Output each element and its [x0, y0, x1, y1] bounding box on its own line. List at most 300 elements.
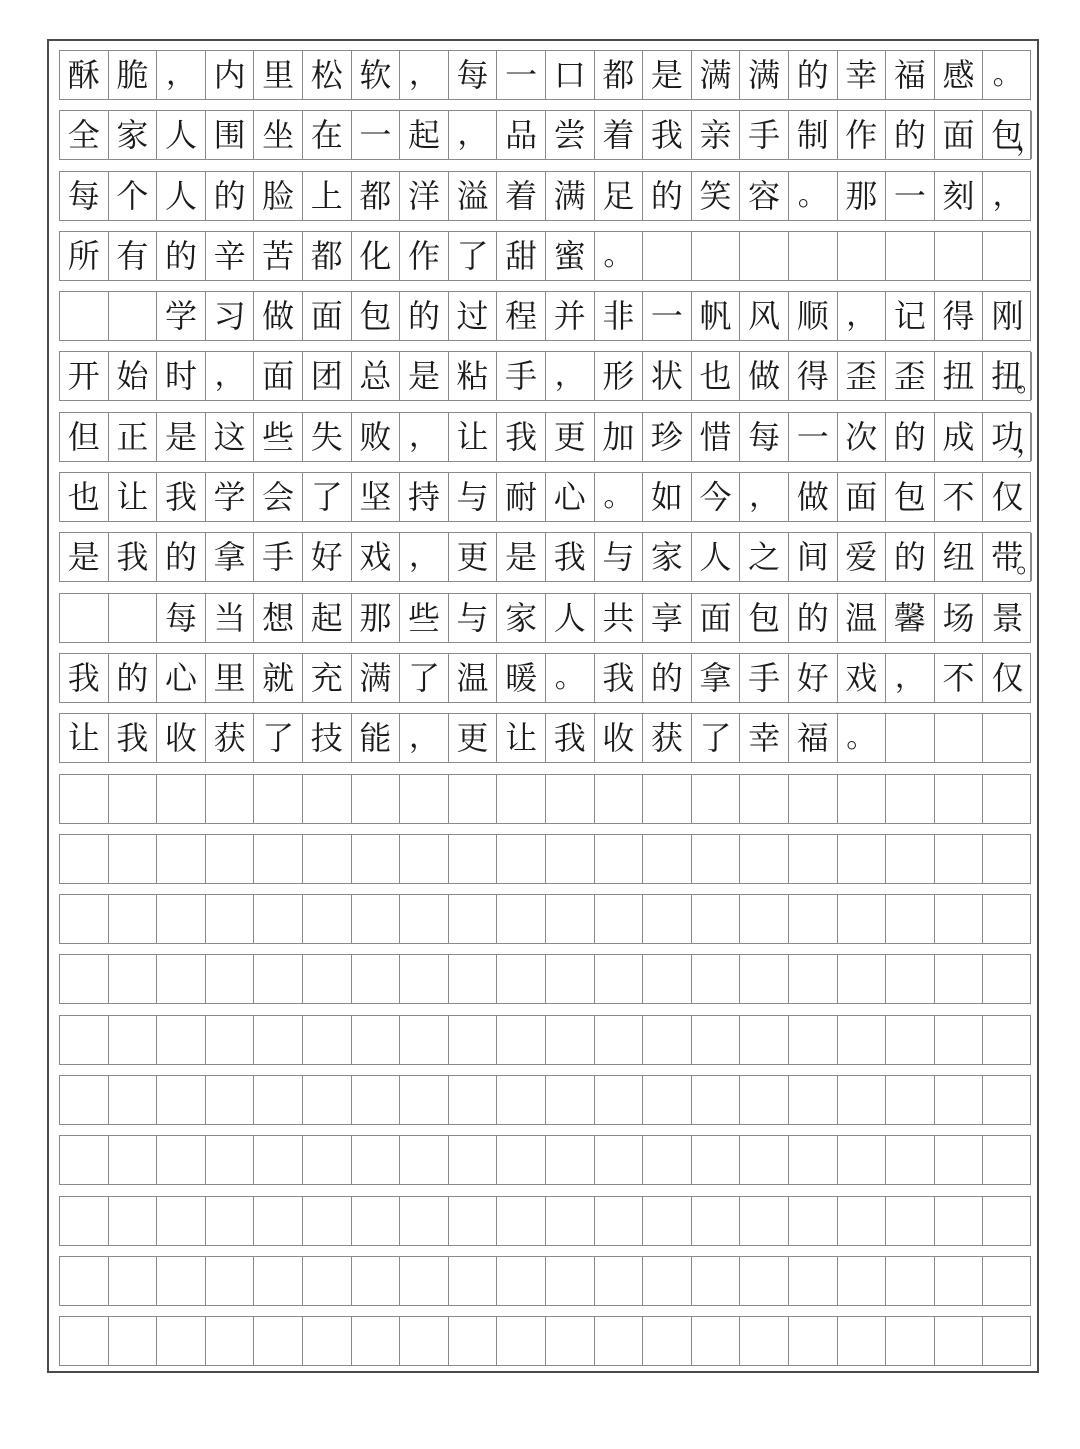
grid-cell: 戏 — [352, 533, 401, 581]
grid-cell — [643, 955, 692, 1003]
grid-cell: 我 — [643, 111, 692, 159]
grid-cell: 馨 — [886, 594, 935, 642]
grid-cell: 了 — [254, 714, 303, 762]
grid-cell — [935, 775, 984, 823]
grid-cell: ， — [157, 51, 206, 99]
grid-cell: 好 — [789, 654, 838, 702]
grid-cell — [157, 835, 206, 883]
grid-cell — [206, 955, 255, 1003]
grid-cell: 这 — [206, 413, 255, 461]
grid-cell — [789, 895, 838, 943]
grid-cell — [643, 1076, 692, 1124]
grid-row — [59, 1075, 1031, 1125]
grid-cell — [886, 1257, 935, 1305]
grid-cell: 当 — [206, 594, 255, 642]
grid-cell: 不 — [935, 654, 984, 702]
grid-cell — [254, 895, 303, 943]
grid-cell: 幸 — [838, 51, 887, 99]
grid-cell — [740, 1197, 789, 1245]
grid-cell: 心 — [157, 654, 206, 702]
grid-cell — [157, 955, 206, 1003]
grid-cell — [157, 775, 206, 823]
grid-cell — [546, 1016, 595, 1064]
grid-cell: 全 — [60, 111, 109, 159]
grid-row — [59, 1196, 1031, 1246]
grid-row — [59, 1015, 1031, 1065]
grid-cell: 面 — [303, 292, 352, 340]
grid-cell: 满 — [352, 654, 401, 702]
grid-cell — [595, 775, 644, 823]
grid-cell — [303, 1257, 352, 1305]
grid-cell — [595, 1197, 644, 1245]
grid-cell — [643, 1257, 692, 1305]
grid-cell — [60, 292, 109, 340]
grid-cell: 幸 — [740, 714, 789, 762]
grid-cell: 也 — [60, 473, 109, 521]
grid-cell — [740, 232, 789, 280]
grid-cell — [838, 232, 887, 280]
grid-cell — [206, 1016, 255, 1064]
grid-cell: 都 — [303, 232, 352, 280]
grid-cell: 是 — [400, 352, 449, 400]
grid-cell — [254, 1317, 303, 1365]
grid-cell — [109, 955, 158, 1003]
grid-cell: 家 — [109, 111, 158, 159]
grid-cell: 仅 — [991, 658, 1024, 697]
grid-cell: 爱 — [838, 533, 887, 581]
grid-cell: 成 — [935, 413, 984, 461]
grid-cell: 是 — [643, 51, 692, 99]
grid-cell — [983, 232, 1032, 280]
grid-cell — [546, 955, 595, 1003]
grid-cell — [935, 1257, 984, 1305]
grid-cell — [740, 1257, 789, 1305]
grid-cell: 手 — [740, 111, 789, 159]
grid-cell — [60, 955, 109, 1003]
grid-cell — [643, 1016, 692, 1064]
grid-cell: 非 — [595, 292, 644, 340]
grid-cell: 口 — [546, 51, 595, 99]
grid-cell — [206, 1197, 255, 1245]
grid-cell: 形 — [595, 352, 644, 400]
grid-cell — [352, 1076, 401, 1124]
grid-cell — [497, 1016, 546, 1064]
grid-cell — [109, 1197, 158, 1245]
grid-cell: 手 — [497, 352, 546, 400]
grid-cell — [935, 1136, 984, 1184]
grid-cell — [983, 1136, 1032, 1184]
grid-cell — [692, 1317, 741, 1365]
grid-cell: ， — [400, 533, 449, 581]
grid-cell: 面 — [838, 473, 887, 521]
grid-cell — [206, 1257, 255, 1305]
grid-cell — [109, 895, 158, 943]
grid-cell: 洋 — [400, 172, 449, 220]
grid-cell — [206, 1317, 255, 1365]
grid-cell — [886, 232, 935, 280]
grid-row — [59, 1316, 1031, 1366]
grid-cell: 家 — [643, 533, 692, 581]
grid-cell: 粘 — [449, 352, 498, 400]
grid-cell: 失 — [303, 413, 352, 461]
grid-cell — [692, 1076, 741, 1124]
grid-cell — [643, 775, 692, 823]
grid-cell — [983, 955, 1032, 1003]
grid-cell: 充 — [303, 654, 352, 702]
character-grid — [59, 50, 1044, 1377]
grid-cell: 我 — [157, 473, 206, 521]
grid-cell: ， — [400, 413, 449, 461]
grid-cell: 程 — [497, 292, 546, 340]
grid-cell — [60, 1197, 109, 1245]
grid-cell: 我 — [109, 714, 158, 762]
grid-cell: 与 — [449, 594, 498, 642]
grid-cell — [352, 895, 401, 943]
grid-cell: 做 — [254, 292, 303, 340]
grid-cell — [400, 1197, 449, 1245]
grid-cell — [886, 835, 935, 883]
grid-cell — [643, 1136, 692, 1184]
grid-cell: 些 — [254, 413, 303, 461]
grid-cell: 做 — [740, 352, 789, 400]
grid-cell — [497, 1197, 546, 1245]
grid-cell: 些 — [400, 594, 449, 642]
grid-cell — [789, 1257, 838, 1305]
grid-cell — [886, 1076, 935, 1124]
grid-cell — [935, 1076, 984, 1124]
grid-cell: 苦 — [254, 232, 303, 280]
grid-cell: 的 — [886, 413, 935, 461]
grid-cell: 足 — [595, 172, 644, 220]
grid-cell — [400, 1317, 449, 1365]
grid-cell — [595, 1136, 644, 1184]
grid-cell: 包 — [983, 111, 1032, 159]
grid-cell — [400, 835, 449, 883]
grid-cell — [303, 955, 352, 1003]
grid-cell: 的 — [643, 654, 692, 702]
grid-cell: 感 — [935, 51, 984, 99]
grid-cell: 了 — [449, 232, 498, 280]
grid-cell: 温 — [838, 594, 887, 642]
grid-cell: 团 — [303, 352, 352, 400]
grid-cell: 败 — [352, 413, 401, 461]
grid-cell: 包 — [740, 594, 789, 642]
grid-cell — [935, 232, 984, 280]
grid-cell — [643, 1317, 692, 1365]
grid-cell: 收 — [157, 714, 206, 762]
grid-cell: 内 — [206, 51, 255, 99]
grid-cell — [449, 1136, 498, 1184]
grid-cell — [740, 1076, 789, 1124]
grid-cell: 纽 — [935, 533, 984, 581]
margin-punctuation: ， — [1015, 124, 1044, 158]
grid-cell: 也 — [692, 352, 741, 400]
grid-cell: 时 — [157, 352, 206, 400]
grid-row — [59, 894, 1031, 944]
grid-cell: ， — [992, 177, 1023, 213]
grid-cell: 珍 — [643, 413, 692, 461]
grid-cell — [254, 955, 303, 1003]
grid-cell: 我 — [595, 654, 644, 702]
grid-cell — [254, 1076, 303, 1124]
grid-cell — [983, 1076, 1032, 1124]
grid-cell — [352, 1016, 401, 1064]
grid-cell — [497, 1257, 546, 1305]
grid-cell — [449, 775, 498, 823]
composition-paper — [47, 39, 1044, 1373]
grid-cell: 拿 — [692, 654, 741, 702]
grid-cell — [157, 1136, 206, 1184]
grid-cell: 的 — [157, 533, 206, 581]
grid-cell: 甜 — [497, 232, 546, 280]
grid-cell: 让 — [60, 714, 109, 762]
grid-cell — [352, 775, 401, 823]
grid-cell — [60, 1317, 109, 1365]
grid-cell: 是 — [497, 533, 546, 581]
grid-cell: 人 — [692, 533, 741, 581]
grid-cell: 每 — [740, 413, 789, 461]
grid-cell: ， — [400, 51, 449, 99]
grid-cell: 。 — [595, 473, 644, 521]
grid-cell: 辛 — [206, 232, 255, 280]
grid-cell — [206, 1136, 255, 1184]
grid-cell — [109, 1076, 158, 1124]
grid-cell — [400, 1257, 449, 1305]
grid-cell — [206, 775, 255, 823]
grid-cell — [400, 775, 449, 823]
grid-cell: 一 — [352, 111, 401, 159]
grid-cell — [692, 835, 741, 883]
margin-punctuation: 。 — [1015, 365, 1044, 399]
grid-cell — [449, 1076, 498, 1124]
grid-cell: 学 — [157, 292, 206, 340]
grid-cell — [740, 955, 789, 1003]
grid-cell: 间 — [789, 533, 838, 581]
grid-cell: 得 — [789, 352, 838, 400]
grid-cell: 包 — [886, 473, 935, 521]
grid-cell — [692, 1016, 741, 1064]
grid-cell — [595, 1016, 644, 1064]
grid-cell: 带 — [983, 533, 1032, 581]
grid-cell — [157, 1197, 206, 1245]
grid-cell — [109, 1257, 158, 1305]
grid-cell: 在 — [303, 111, 352, 159]
grid-cell: 习 — [206, 292, 255, 340]
grid-cell — [352, 1136, 401, 1184]
grid-cell — [303, 1076, 352, 1124]
grid-cell — [935, 835, 984, 883]
grid-cell: 我 — [109, 533, 158, 581]
grid-row — [59, 834, 1031, 884]
grid-cell: 与 — [595, 533, 644, 581]
grid-cell: 想 — [254, 594, 303, 642]
grid-cell: 是 — [157, 413, 206, 461]
grid-cell: 手 — [254, 533, 303, 581]
grid-cell — [692, 1136, 741, 1184]
grid-row — [59, 171, 1031, 221]
grid-cell — [789, 1197, 838, 1245]
grid-cell: 着 — [595, 111, 644, 159]
grid-cell: 心 — [546, 473, 595, 521]
grid-cell: 上 — [303, 172, 352, 220]
grid-cell: 满 — [692, 51, 741, 99]
grid-cell — [400, 1136, 449, 1184]
grid-cell: 一 — [497, 51, 546, 99]
grid-cell: 每 — [157, 594, 206, 642]
grid-cell: 会 — [254, 473, 303, 521]
grid-cell — [838, 1317, 887, 1365]
grid-cell — [838, 955, 887, 1003]
grid-row — [59, 954, 1031, 1004]
grid-cell — [254, 1257, 303, 1305]
grid-cell — [838, 1016, 887, 1064]
grid-cell — [546, 1076, 595, 1124]
grid-cell — [400, 895, 449, 943]
grid-cell: 扭 — [983, 352, 1032, 400]
grid-cell: 拿 — [206, 533, 255, 581]
grid-cell: 的 — [789, 594, 838, 642]
grid-cell — [546, 1197, 595, 1245]
grid-cell — [206, 895, 255, 943]
grid-cell: 如 — [643, 473, 692, 521]
grid-cell: 里 — [206, 654, 255, 702]
grid-cell — [546, 835, 595, 883]
grid-cell — [157, 1257, 206, 1305]
grid-cell: 我 — [497, 413, 546, 461]
grid-cell: ， — [546, 352, 595, 400]
grid-cell — [789, 1016, 838, 1064]
grid-cell: 。 — [838, 714, 887, 762]
grid-cell: 脸 — [254, 172, 303, 220]
grid-cell: 围 — [206, 111, 255, 159]
grid-cell: 更 — [449, 533, 498, 581]
grid-cell: 的 — [157, 232, 206, 280]
grid-cell: 亲 — [692, 111, 741, 159]
grid-cell — [449, 1016, 498, 1064]
grid-cell — [643, 1197, 692, 1245]
grid-cell — [983, 1197, 1032, 1245]
grid-cell — [400, 1076, 449, 1124]
grid-cell: 但 — [60, 413, 109, 461]
grid-cell — [60, 594, 109, 642]
grid-cell: 了 — [400, 654, 449, 702]
grid-cell: 脆 — [109, 51, 158, 99]
grid-cell — [983, 775, 1032, 823]
grid-cell: 人 — [546, 594, 595, 642]
grid-cell — [254, 1136, 303, 1184]
grid-cell: 风 — [740, 292, 789, 340]
grid-cell — [886, 1016, 935, 1064]
grid-cell: 福 — [886, 51, 935, 99]
grid-cell: 次 — [838, 413, 887, 461]
grid-cell — [449, 1257, 498, 1305]
grid-row — [59, 713, 1031, 763]
grid-cell — [109, 1136, 158, 1184]
grid-cell — [886, 714, 935, 762]
grid-row — [59, 412, 1044, 462]
grid-cell — [983, 714, 1032, 762]
grid-cell — [497, 955, 546, 1003]
grid-cell: 开 — [60, 352, 109, 400]
grid-cell: 有 — [109, 232, 158, 280]
grid-cell: 顺 — [789, 292, 838, 340]
grid-cell — [546, 775, 595, 823]
grid-cell: ， — [838, 292, 887, 340]
grid-cell: ， — [449, 111, 498, 159]
grid-cell: 那 — [352, 594, 401, 642]
grid-cell — [789, 1317, 838, 1365]
grid-cell — [497, 895, 546, 943]
grid-cell: 今 — [692, 473, 741, 521]
grid-cell: 并 — [546, 292, 595, 340]
grid-cell — [935, 1016, 984, 1064]
grid-cell — [643, 835, 692, 883]
grid-cell — [740, 1016, 789, 1064]
grid-cell: 让 — [497, 714, 546, 762]
grid-cell: 景 — [991, 598, 1024, 637]
grid-cell — [303, 895, 352, 943]
grid-cell — [449, 1317, 498, 1365]
grid-cell: 软 — [352, 51, 401, 99]
grid-cell: 尝 — [546, 111, 595, 159]
grid-cell — [692, 955, 741, 1003]
grid-cell — [449, 895, 498, 943]
grid-row — [59, 653, 1031, 703]
grid-cell — [546, 1317, 595, 1365]
grid-cell: 的 — [206, 172, 255, 220]
margin-punctuation: 。 — [1015, 546, 1044, 580]
grid-cell — [546, 895, 595, 943]
grid-cell: 溢 — [449, 172, 498, 220]
grid-cell — [497, 1136, 546, 1184]
grid-cell — [254, 1016, 303, 1064]
grid-cell — [935, 1197, 984, 1245]
grid-cell: 个 — [109, 172, 158, 220]
grid-cell: 蜜 — [546, 232, 595, 280]
grid-cell: 能 — [352, 714, 401, 762]
grid-cell: 正 — [109, 413, 158, 461]
grid-cell — [789, 232, 838, 280]
grid-cell: 了 — [692, 714, 741, 762]
grid-row — [59, 50, 1031, 100]
grid-row — [59, 231, 1031, 281]
grid-cell: 好 — [303, 533, 352, 581]
grid-cell: 作 — [400, 232, 449, 280]
grid-cell: 起 — [303, 594, 352, 642]
grid-cell: 品 — [497, 111, 546, 159]
grid-cell — [60, 775, 109, 823]
grid-cell — [254, 1197, 303, 1245]
grid-cell — [595, 835, 644, 883]
grid-cell — [740, 1317, 789, 1365]
grid-cell: 里 — [254, 51, 303, 99]
grid-cell: 扭 — [935, 352, 984, 400]
grid-cell — [352, 1257, 401, 1305]
grid-cell: 。 — [546, 654, 595, 702]
grid-cell — [60, 1016, 109, 1064]
grid-cell: 温 — [449, 654, 498, 702]
grid-cell — [60, 835, 109, 883]
grid-cell: 技 — [303, 714, 352, 762]
grid-cell: 着 — [497, 172, 546, 220]
grid-row — [59, 472, 1031, 522]
grid-cell — [206, 835, 255, 883]
grid-cell — [983, 1317, 1032, 1365]
grid-cell — [352, 1317, 401, 1365]
grid-cell — [595, 1257, 644, 1305]
grid-cell: 获 — [643, 714, 692, 762]
grid-cell: 的 — [400, 292, 449, 340]
